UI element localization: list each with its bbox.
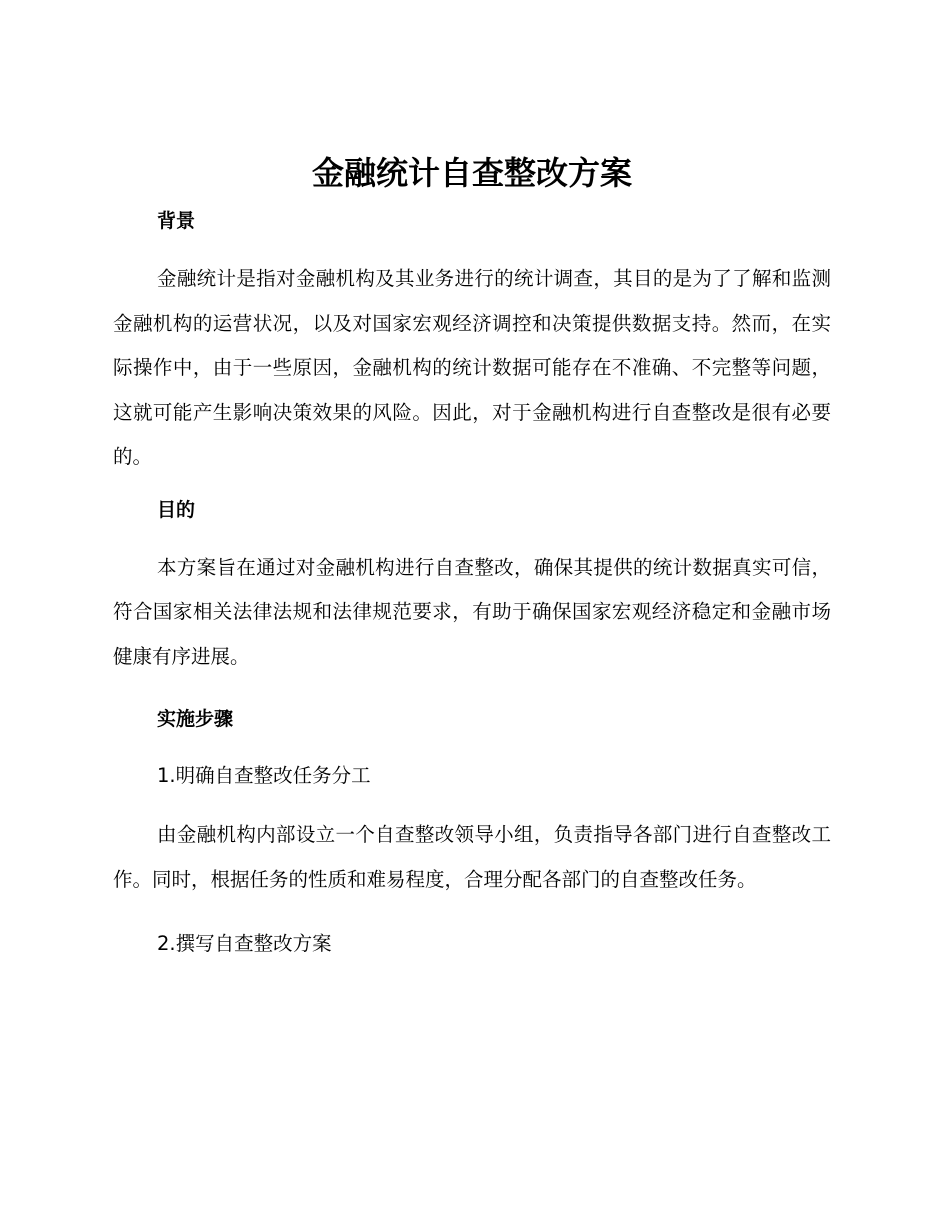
section-heading-steps: 实施步骤 bbox=[157, 708, 234, 730]
step-1-paragraph: 由金融机构内部设立一个自查整改领导小组，负责指导各部门进行自查整改工作。同时，根据任务的性质和难易程度，合理分配各部门的自查整改任务。 bbox=[113, 823, 831, 891]
background-paragraph: 金融统计是指对金融机构及其业务进行的统计调查，其目的是为了了解和监测金融机构的运营状况，以及对国家宏观经济调控和决策提供数据支持。然而，在实际操作中，由于一些原因，金融机构的统计数据可能存在不准确、不完整等问题，这就可能产生影响决策效果的风险。因此，对于金融机构进行自查整改是很有必要的。 bbox=[113, 267, 831, 468]
section-heading-purpose: 目的 bbox=[157, 498, 196, 521]
document-title: 金融统计自查整改方案 bbox=[311, 154, 632, 192]
purpose-paragraph: 本方案旨在通过对金融机构进行自查整改，确保其提供的统计数据真实可信，符合国家相关法律法规和法律规范要求，有助于确保国家宏观经济稳定和金融市场健康有序进展。 bbox=[113, 555, 831, 668]
section-heading-background: 背景 bbox=[157, 210, 196, 232]
document-body bbox=[113, 150, 831, 959]
step-2-title: 2.撰写自查整改方案 bbox=[157, 932, 332, 955]
step-1-title: 1.明确自查整改任务分工 bbox=[157, 764, 371, 787]
